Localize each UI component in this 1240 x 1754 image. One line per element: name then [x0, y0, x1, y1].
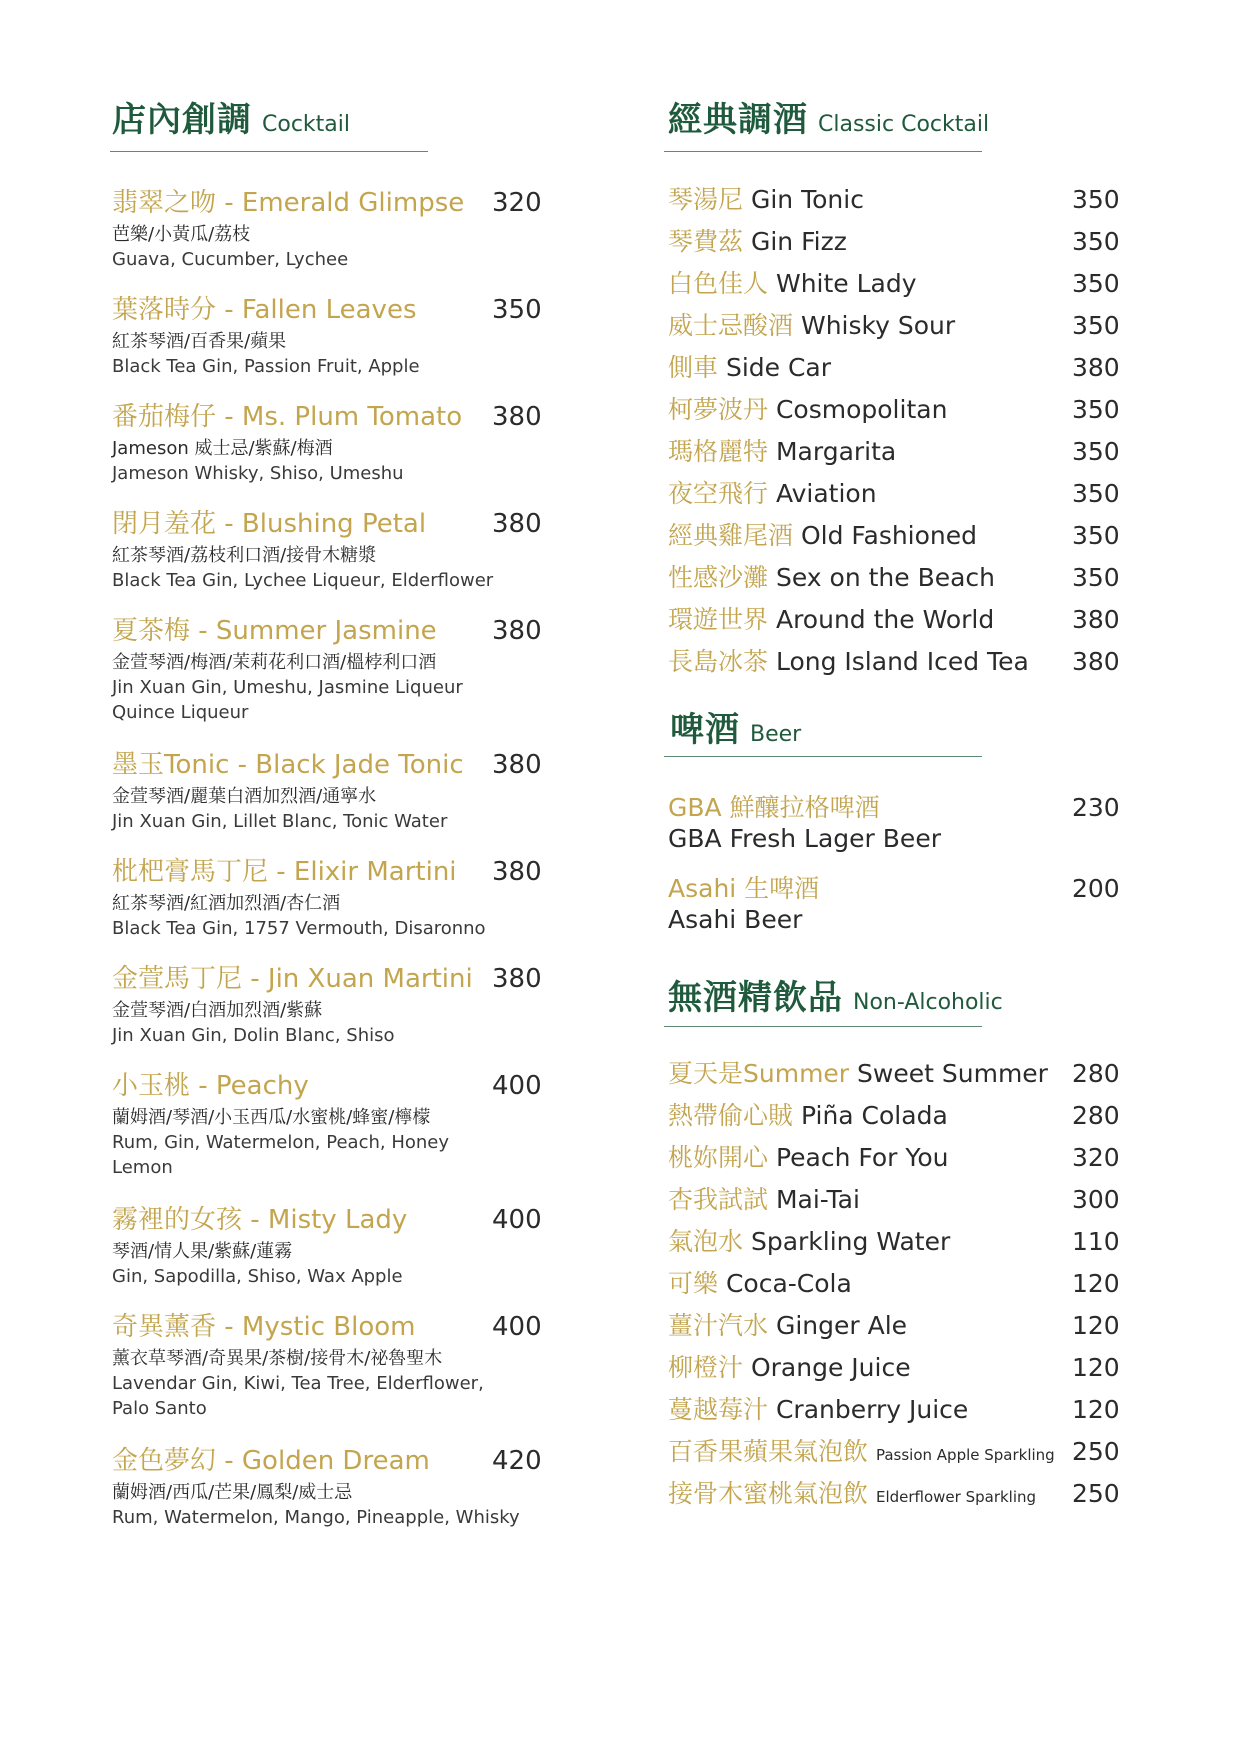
classic-name: [668, 180, 864, 216]
nonalc-name-en: Piña Colada: [800, 1101, 948, 1130]
classic-name-en: White Lady: [775, 269, 917, 298]
classic-item: [668, 432, 1118, 468]
beer-section-heading: [670, 702, 801, 751]
classic-name-zh: 柯夢波丹: [668, 395, 769, 424]
nonalc-item: [668, 1264, 1118, 1300]
classic-name: [668, 390, 947, 426]
beer-title-zh: 啤酒: [670, 710, 740, 750]
nonalc-name-en: Passion Apple Sparkling: [875, 1446, 1055, 1464]
classic-item: [668, 516, 1118, 552]
beer-price: 230: [1072, 793, 1120, 822]
nonalc-name-zh: 薑汁汽水: [668, 1311, 769, 1340]
nonalc-name-en: Elderflower Sparkling: [875, 1488, 1037, 1506]
nonalc-name: [668, 1432, 1055, 1468]
classic-name-zh: 夜空飛行: [668, 479, 769, 508]
classic-name-en: Side Car: [725, 353, 832, 382]
classic-price: 380: [1072, 647, 1120, 676]
nonalc-item: [668, 1180, 1118, 1216]
cocktail-ingredients-en: Rum, Watermelon, Mango, Pineapple, Whisky: [112, 1507, 520, 1528]
cocktail-item: [112, 1199, 552, 1289]
classic-item: [668, 600, 1118, 636]
nonalc-price: 320: [1072, 1143, 1120, 1172]
nonalc-name: [668, 1348, 911, 1384]
cocktail-ingredients-en: Black Tea Gin, 1757 Vermouth, Disaronno: [112, 918, 486, 939]
classic-price: 350: [1072, 227, 1120, 256]
classic-item: [668, 180, 1118, 216]
nonalc-price: 280: [1072, 1059, 1120, 1088]
nonalc-price: 120: [1072, 1311, 1120, 1340]
cocktail-name: 葉落時分 - Fallen Leaves: [112, 295, 417, 325]
cocktail-item: [112, 182, 552, 272]
classic-section-heading: [668, 92, 989, 141]
cocktail-section-heading: [112, 92, 350, 141]
nonalc-name-zh: 蔓越莓汁: [668, 1395, 769, 1424]
classic-item: [668, 558, 1118, 594]
classic-name-zh: 威士忌酸酒: [668, 311, 794, 340]
nonalc-name-zh: 接骨木蜜桃氣泡飲: [668, 1479, 869, 1508]
nonalc-item: [668, 1096, 1118, 1132]
nonalc-name: [668, 1096, 948, 1132]
cocktail-name: 閉月羞花 - Blushing Petal: [112, 509, 427, 539]
classic-title-en: Classic Cocktail: [818, 112, 990, 137]
cocktail-name-row: [112, 396, 552, 433]
cocktail-ingredients-en: Palo Santo: [112, 1398, 207, 1419]
classic-name-en: Gin Tonic: [750, 185, 864, 214]
cocktail-name-row: [112, 851, 552, 888]
classic-price: 350: [1072, 311, 1120, 340]
nonalc-price: 110: [1072, 1227, 1120, 1256]
cocktail-price: 380: [492, 402, 542, 432]
beer-name-en: GBA Fresh Lager Beer: [668, 824, 941, 853]
cocktail-item: [112, 1065, 552, 1180]
cocktail-ingredients-en: Jameson Whisky, Shiso, Umeshu: [112, 463, 404, 484]
nonalc-item: [668, 1054, 1118, 1090]
cocktail-price: 320: [492, 188, 542, 218]
cocktail-item: [112, 744, 552, 834]
nonalc-item: [668, 1306, 1118, 1342]
cocktail-price: 350: [492, 295, 542, 325]
cocktail-ingredients-zh: 紅茶琴酒/百香果/蘋果: [112, 331, 287, 352]
classic-name-en: Margarita: [775, 437, 897, 466]
nonalc-price: 120: [1072, 1395, 1120, 1424]
classic-price: 380: [1072, 353, 1120, 382]
cocktail-item: [112, 958, 552, 1048]
nonalc-price: 250: [1072, 1479, 1120, 1508]
nonalc-item: [668, 1390, 1118, 1426]
cocktail-name: 金色夢幻 - Golden Dream: [112, 1446, 430, 1476]
cocktail-name-row: [112, 958, 552, 995]
beer-name-row: [668, 869, 1118, 905]
cocktail-item: [112, 1306, 552, 1421]
nonalc-name-en: Peach For You: [775, 1143, 949, 1172]
classic-name: [668, 600, 994, 636]
nonalc-name: [668, 1474, 1036, 1510]
classic-price: 380: [1072, 605, 1120, 634]
cocktail-ingredients-en: Black Tea Gin, Lychee Liqueur, Elderflower: [112, 570, 494, 591]
classic-name: [668, 516, 977, 552]
classic-name: [668, 348, 831, 384]
nonalc-price: 250: [1072, 1437, 1120, 1466]
cocktail-ingredients-en: Jin Xuan Gin, Dolin Blanc, Shiso: [112, 1025, 395, 1046]
nonalc-name-zh: 柳橙汁: [668, 1353, 744, 1382]
beer-divider: [664, 756, 982, 757]
cocktail-ingredients-zh: 蘭姆酒/西瓜/芒果/鳳梨/威士忌: [112, 1482, 353, 1503]
nonalc-name-zh: 百香果蘋果氣泡飲: [668, 1437, 869, 1466]
cocktail-name-row: [112, 503, 552, 540]
cocktail-ingredients-en: Jin Xuan Gin, Lillet Blanc, Tonic Water: [112, 811, 448, 832]
nonalc-name-zh: 夏天是Summer: [668, 1059, 850, 1088]
cocktail-name-row: [112, 610, 552, 647]
cocktail-price: 420: [492, 1446, 542, 1476]
classic-name-zh: 經典雞尾酒: [668, 521, 794, 550]
classic-price: 350: [1072, 563, 1120, 592]
cocktail-name-row: [112, 1306, 552, 1343]
cocktail-divider: [110, 151, 428, 152]
cocktail-name-row: [112, 1199, 552, 1236]
cocktail-name-row: [112, 1440, 552, 1477]
cocktail-name: 小玉桃 - Peachy: [112, 1071, 309, 1101]
beer-title-en: Beer: [750, 722, 802, 747]
nonalc-divider: [664, 1026, 982, 1027]
classic-name: [668, 222, 847, 258]
beer-item: [668, 788, 1118, 854]
cocktail-name-row: [112, 1065, 552, 1102]
nonalc-name: [668, 1390, 968, 1426]
nonalc-item: [668, 1222, 1118, 1258]
cocktail-name: 番茄梅仔 - Ms. Plum Tomato: [112, 402, 463, 432]
classic-name-en: Long Island Iced Tea: [775, 647, 1029, 676]
classic-name-en: Aviation: [775, 479, 877, 508]
cocktail-ingredients-en: Guava, Cucumber, Lychee: [112, 249, 349, 270]
classic-name-zh: 側車: [668, 353, 719, 382]
cocktail-ingredients-en: Gin, Sapodilla, Shiso, Wax Apple: [112, 1266, 403, 1287]
cocktail-name: 奇異薰香 - Mystic Bloom: [112, 1312, 416, 1342]
classic-name-en: Whisky Sour: [800, 311, 956, 340]
nonalc-name-en: Orange Juice: [750, 1353, 911, 1382]
cocktail-ingredients-zh: 紅茶琴酒/紅酒加烈酒/杏仁酒: [112, 893, 341, 914]
nonalc-name-en: Sparkling Water: [750, 1227, 951, 1256]
classic-item: [668, 264, 1118, 300]
classic-item: [668, 222, 1118, 258]
nonalc-name: [668, 1054, 1048, 1090]
cocktail-ingredients-zh: 金萱琴酒/梅酒/茉莉花利口酒/榲桲利口酒: [112, 652, 437, 673]
classic-price: 350: [1072, 479, 1120, 508]
nonalc-item: [668, 1474, 1118, 1510]
nonalc-name-en: Coca-Cola: [725, 1269, 852, 1298]
nonalc-name-zh: 桃妳開心: [668, 1143, 769, 1172]
cocktail-item: [112, 1440, 552, 1530]
nonalc-name: [668, 1264, 852, 1300]
cocktail-item: [112, 851, 552, 941]
nonalc-name-zh: 熱帶偷心賊: [668, 1101, 794, 1130]
beer-item: [668, 869, 1118, 935]
classic-name-zh: 琴費茲: [668, 227, 744, 256]
cocktail-name-row: [112, 744, 552, 781]
classic-name-en: Old Fashioned: [800, 521, 978, 550]
cocktail-ingredients-en: Lavendar Gin, Kiwi, Tea Tree, Elderflower,: [112, 1373, 484, 1394]
classic-name-en: Cosmopolitan: [775, 395, 948, 424]
nonalc-item: [668, 1138, 1118, 1174]
beer-price: 200: [1072, 874, 1120, 903]
nonalc-name-zh: 可樂: [668, 1269, 719, 1298]
nonalc-price: 280: [1072, 1101, 1120, 1130]
cocktail-ingredients-zh: 金萱琴酒/麗葉白酒加烈酒/通寧水: [112, 786, 377, 807]
classic-price: 350: [1072, 437, 1120, 466]
nonalc-name: [668, 1222, 950, 1258]
classic-price: 350: [1072, 521, 1120, 550]
cocktail-title-zh: 店內創調: [112, 100, 252, 140]
nonalc-name-zh: 杏我試試: [668, 1185, 769, 1214]
classic-name: [668, 432, 896, 468]
cocktail-price: 380: [492, 750, 542, 780]
nonalc-title-en: Non-Alcoholic: [853, 990, 1003, 1015]
classic-name: [668, 474, 877, 510]
cocktail-name: 金萱馬丁尼 - Jin Xuan Martini: [112, 964, 473, 994]
cocktail-ingredients-zh: 紅茶琴酒/荔枝利口酒/接骨木糖漿: [112, 545, 377, 566]
classic-name: [668, 642, 1029, 678]
classic-item: [668, 306, 1118, 342]
cocktail-price: 380: [492, 509, 542, 539]
cocktail-ingredients-zh: 蘭姆酒/琴酒/小玉西瓜/水蜜桃/蜂蜜/檸檬: [112, 1107, 431, 1128]
classic-name: [668, 264, 917, 300]
beer-name-row: [668, 788, 1118, 824]
cocktail-ingredients-en: Black Tea Gin, Passion Fruit, Apple: [112, 356, 420, 377]
nonalc-price: 300: [1072, 1185, 1120, 1214]
cocktail-ingredients-en: Jin Xuan Gin, Umeshu, Jasmine Liqueur: [112, 677, 463, 698]
cocktail-ingredients-zh: 琴酒/情人果/紫蘇/蓮霧: [112, 1241, 293, 1262]
cocktail-name-row: [112, 289, 552, 326]
nonalc-name-en: Mai-Tai: [775, 1185, 860, 1214]
cocktail-ingredients-en: Quince Liqueur: [112, 702, 249, 723]
classic-name-zh: 瑪格麗特: [668, 437, 769, 466]
cocktail-title-en: Cocktail: [262, 112, 350, 137]
nonalc-item: [668, 1432, 1118, 1468]
nonalc-name-en: Cranberry Juice: [775, 1395, 969, 1424]
classic-name-zh: 長島冰茶: [668, 647, 769, 676]
beer-name-zh: GBA 鮮釀拉格啤酒: [668, 793, 880, 822]
classic-name-zh: 白色佳人: [668, 269, 769, 298]
cocktail-ingredients-zh: 芭樂/小黃瓜/荔枝: [112, 224, 251, 245]
cocktail-ingredients-zh: 金萱琴酒/白酒加烈酒/紫蘇: [112, 1000, 323, 1021]
cocktail-item: [112, 503, 552, 593]
classic-name: [668, 306, 955, 342]
classic-price: 350: [1072, 185, 1120, 214]
classic-name-zh: 環遊世界: [668, 605, 769, 634]
classic-item: [668, 390, 1118, 426]
cocktail-name-row: [112, 182, 552, 219]
classic-divider: [664, 151, 982, 152]
nonalc-name-zh: 氣泡水: [668, 1227, 744, 1256]
cocktail-price: 400: [492, 1071, 542, 1101]
nonalc-price: 120: [1072, 1269, 1120, 1298]
nonalc-name: [668, 1180, 860, 1216]
cocktail-price: 380: [492, 857, 542, 887]
cocktail-name: 夏茶梅 - Summer Jasmine: [112, 616, 437, 646]
nonalc-name-en: Sweet Summer: [857, 1059, 1048, 1088]
classic-name-en: Around the World: [775, 605, 995, 634]
cocktail-name: 翡翠之吻 - Emerald Glimpse: [112, 188, 465, 218]
classic-name-en: Sex on the Beach: [775, 563, 996, 592]
cocktail-item: [112, 289, 552, 379]
classic-name-en: Gin Fizz: [750, 227, 847, 256]
cocktail-price: 380: [492, 964, 542, 994]
nonalc-title-zh: 無酒精飲品: [668, 978, 843, 1018]
nonalc-name: [668, 1306, 907, 1342]
nonalc-price: 120: [1072, 1353, 1120, 1382]
beer-name-zh: Asahi 生啤酒: [668, 874, 820, 903]
classic-name: [668, 558, 995, 594]
classic-item: [668, 474, 1118, 510]
cocktail-item: [112, 396, 552, 486]
cocktail-name: 枇杷膏馬丁尼 - Elixir Martini: [112, 857, 457, 887]
classic-name-zh: 性感沙灘: [668, 563, 769, 592]
cocktail-price: 380: [492, 616, 542, 646]
classic-title-zh: 經典調酒: [668, 100, 808, 140]
nonalc-item: [668, 1348, 1118, 1384]
cocktail-name: 墨玉Tonic - Black Jade Tonic: [112, 750, 464, 780]
cocktail-price: 400: [492, 1205, 542, 1235]
classic-item: [668, 642, 1118, 678]
nonalc-name-en: Ginger Ale: [775, 1311, 908, 1340]
cocktail-item: [112, 610, 552, 725]
classic-price: 350: [1072, 395, 1120, 424]
classic-name-zh: 琴湯尼: [668, 185, 744, 214]
classic-item: [668, 348, 1118, 384]
cocktail-name: 霧裡的女孩 - Misty Lady: [112, 1205, 408, 1235]
cocktail-ingredients-en: Lemon: [112, 1157, 173, 1178]
beer-name-en: Asahi Beer: [668, 905, 803, 934]
cocktail-ingredients-zh: 薰衣草琴酒/奇異果/茶樹/接骨木/祕魯聖木: [112, 1348, 443, 1369]
nonalc-name: [668, 1138, 949, 1174]
nonalc-section-heading: [668, 970, 1003, 1019]
classic-price: 350: [1072, 269, 1120, 298]
cocktail-price: 400: [492, 1312, 542, 1342]
cocktail-ingredients-zh: Jameson 威士忌/紫蘇/梅酒: [112, 438, 333, 459]
cocktail-ingredients-en: Rum, Gin, Watermelon, Peach, Honey: [112, 1132, 449, 1153]
